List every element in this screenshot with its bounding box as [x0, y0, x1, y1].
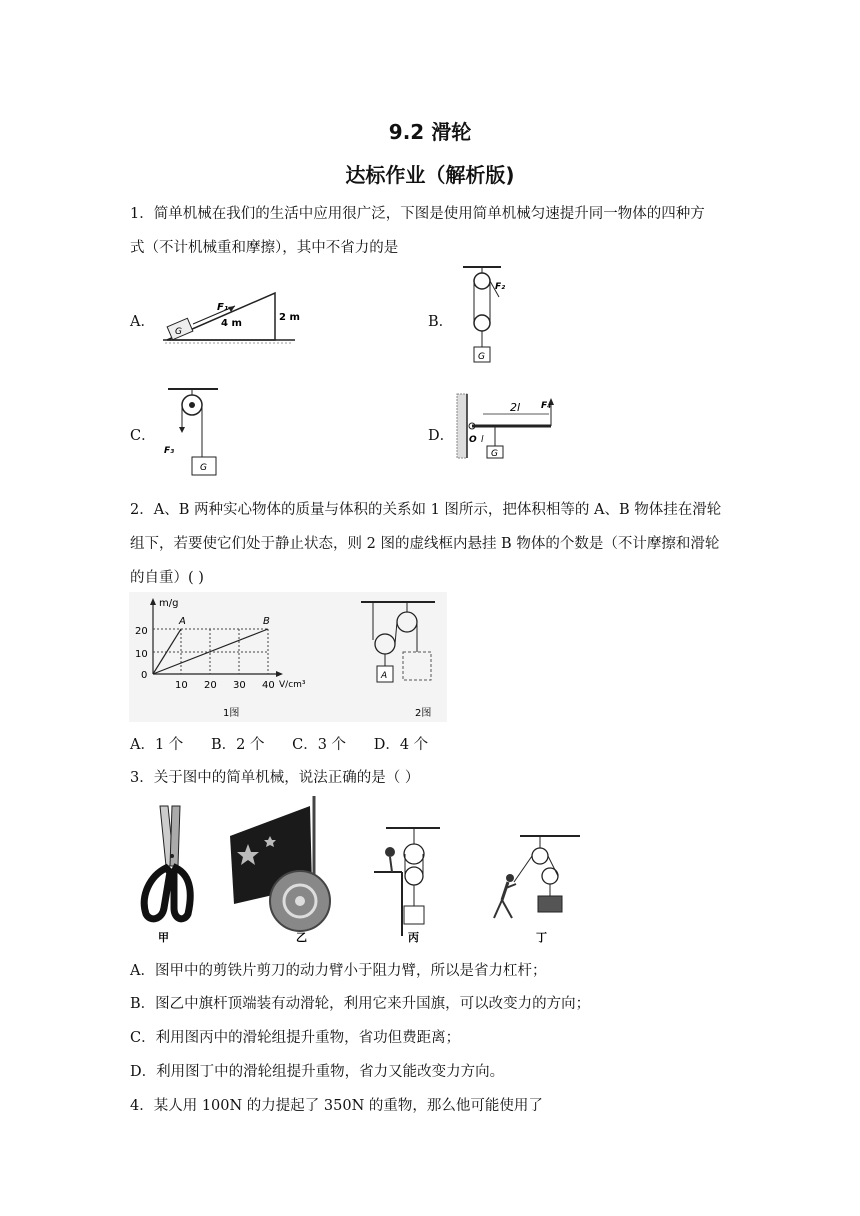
- q1-text-line1: 1．简单机械在我们的生活中应用很广泛，下图是使用简单机械匀速提升同一物体的四种方: [130, 206, 705, 222]
- q1-text-line2: 式（不计机械重和摩擦），其中不省力的是: [130, 240, 399, 256]
- lever-weight-label: G: [491, 449, 498, 459]
- q2-box-a-label: A: [381, 671, 388, 681]
- fixed-pulley-weight-label: G: [200, 463, 207, 473]
- incline-force-label: F₁: [217, 302, 229, 313]
- pulley-block-weight-label: G: [478, 352, 485, 362]
- q2-text-line2: 组下，若要使它们处于静止状态，则 2 图的虚线框内悬挂 B 物体的个数是（不计摩擦和滑轮: [130, 536, 720, 552]
- q1-option-d-label: D．: [428, 428, 455, 444]
- q2-graph-xtick-20: 20: [204, 680, 217, 691]
- flag-figure: [230, 796, 330, 931]
- fixed-pulley-force-label: F₃: [164, 446, 175, 456]
- q2-graph-ytick-20: 20: [135, 626, 148, 637]
- lever-force-label: F₄: [541, 401, 552, 411]
- pulley-block-force-label: F₂: [495, 282, 506, 292]
- q2-graph-ytick-10: 10: [135, 649, 148, 660]
- lever-short-arm-label: l: [481, 435, 484, 445]
- q2-graph-xlabel: V/cm³: [279, 680, 306, 690]
- q3-caption-ding: 丁: [536, 931, 547, 944]
- q3-option-b: B．图乙中旗杆顶端装有动滑轮，利用它来升国旗，可以改变力的方向；: [130, 996, 591, 1012]
- q3-caption-jia: 甲: [158, 931, 169, 944]
- pulley-ding-figure: [494, 836, 580, 918]
- lever-pivot-label: O: [469, 435, 477, 445]
- q2-options: A．1 个 B．2 个 C．3 个 D．4 个: [130, 737, 429, 753]
- q1-option-c-label: C．: [130, 428, 156, 444]
- q3-option-d: D．利用图丁中的滑轮组提升重物，省力又能改变力方向。: [130, 1064, 505, 1080]
- q4-text-line1: 4．某人用 100N 的力提起了 350N 的重物，那么他可能使用了: [130, 1098, 543, 1114]
- q2-graph-xtick-40: 40: [262, 680, 275, 691]
- scissors-figure: [144, 806, 190, 919]
- q3-text-line1: 3．关于图中的简单机械，说法正确的是（ ）: [130, 770, 420, 786]
- q3-caption-bing: 丙: [408, 931, 419, 944]
- incline-height-label: 2 m: [279, 312, 300, 323]
- q3-caption-yi: 乙: [296, 931, 307, 944]
- pulley-block-figure: [455, 263, 515, 368]
- q2-figure: [129, 592, 447, 722]
- q2-text-line3: 的自重）( ): [130, 570, 204, 586]
- q2-graph-label-a: A: [179, 616, 186, 627]
- fixed-pulley-figure: [160, 385, 230, 477]
- pulley-bing-figure: [374, 828, 440, 936]
- q2-graph-ytick-0: 0: [141, 670, 148, 681]
- q1-option-b-label: B．: [428, 314, 454, 330]
- q3-option-c: C．利用图丙中的滑轮组提升重物，省功但费距离；: [130, 1030, 461, 1046]
- lever-figure: [455, 390, 560, 462]
- q2-graph-xtick-10: 10: [175, 680, 188, 691]
- incline-weight-label: G: [175, 327, 182, 337]
- page-title: 9.2 滑轮: [388, 120, 472, 144]
- incline-figure: [155, 288, 300, 346]
- incline-length-label: 4 m: [221, 318, 242, 329]
- q2-text-line1: 2．A、B 两种实心物体的质量与体积的关系如 1 图所示，把体积相等的 A、B 物体挂在滑轮: [130, 502, 722, 518]
- page-subtitle: 达标作业（解析版): [345, 163, 515, 187]
- q2-graph-ylabel: m/g: [159, 598, 179, 609]
- q2-graph-label-b: B: [263, 616, 270, 627]
- q2-fig2-caption: 2图: [415, 708, 432, 719]
- q3-figures: [130, 796, 590, 946]
- q1-option-a-label: A．: [130, 314, 155, 330]
- q3-option-a: A．图甲中的剪铁片剪刀的动力臂小于阻力臂，所以是省力杠杆；: [130, 963, 547, 979]
- q2-fig1-caption: 1图: [223, 708, 240, 719]
- q2-graph-xtick-30: 30: [233, 680, 246, 691]
- lever-long-arm-label: 2l: [510, 401, 521, 414]
